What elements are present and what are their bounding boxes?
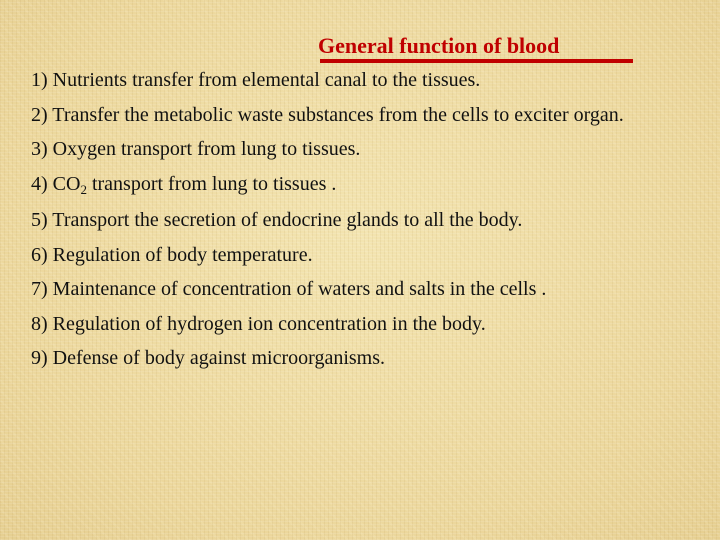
- list-item: 9) Defense of body against microorganisms.: [31, 347, 385, 369]
- list-item: [31, 171, 703, 199]
- list-item: 8) Regulation of hydrogen ion concentration in the body.: [31, 312, 486, 335]
- subscript-two: 2: [80, 181, 87, 197]
- list-item: 3) Oxygen transport from lung to tissues.: [31, 138, 361, 160]
- list-item-prefix: 4) CO: [31, 172, 81, 195]
- function-list: [31, 67, 703, 380]
- list-item: 7) Maintenance of concentration of waters and salts in the cells .: [31, 278, 547, 300]
- list-item: 1) Nutrients transfer from elemental canal to the tissues.: [31, 69, 481, 91]
- list-item-suffix: transport from lung to tissues .: [86, 172, 337, 195]
- list-item: 2) Transfer the metabolic waste substances from the cells to exciter organ.: [31, 103, 624, 126]
- slide-title: General function of blood: [318, 33, 560, 58]
- list-item: 6) Regulation of body temperature.: [31, 243, 313, 266]
- list-item: 5) Transport the secretion of endocrine glands to all the body.: [31, 209, 523, 231]
- title-block: [318, 32, 636, 60]
- title-underline: [320, 59, 633, 63]
